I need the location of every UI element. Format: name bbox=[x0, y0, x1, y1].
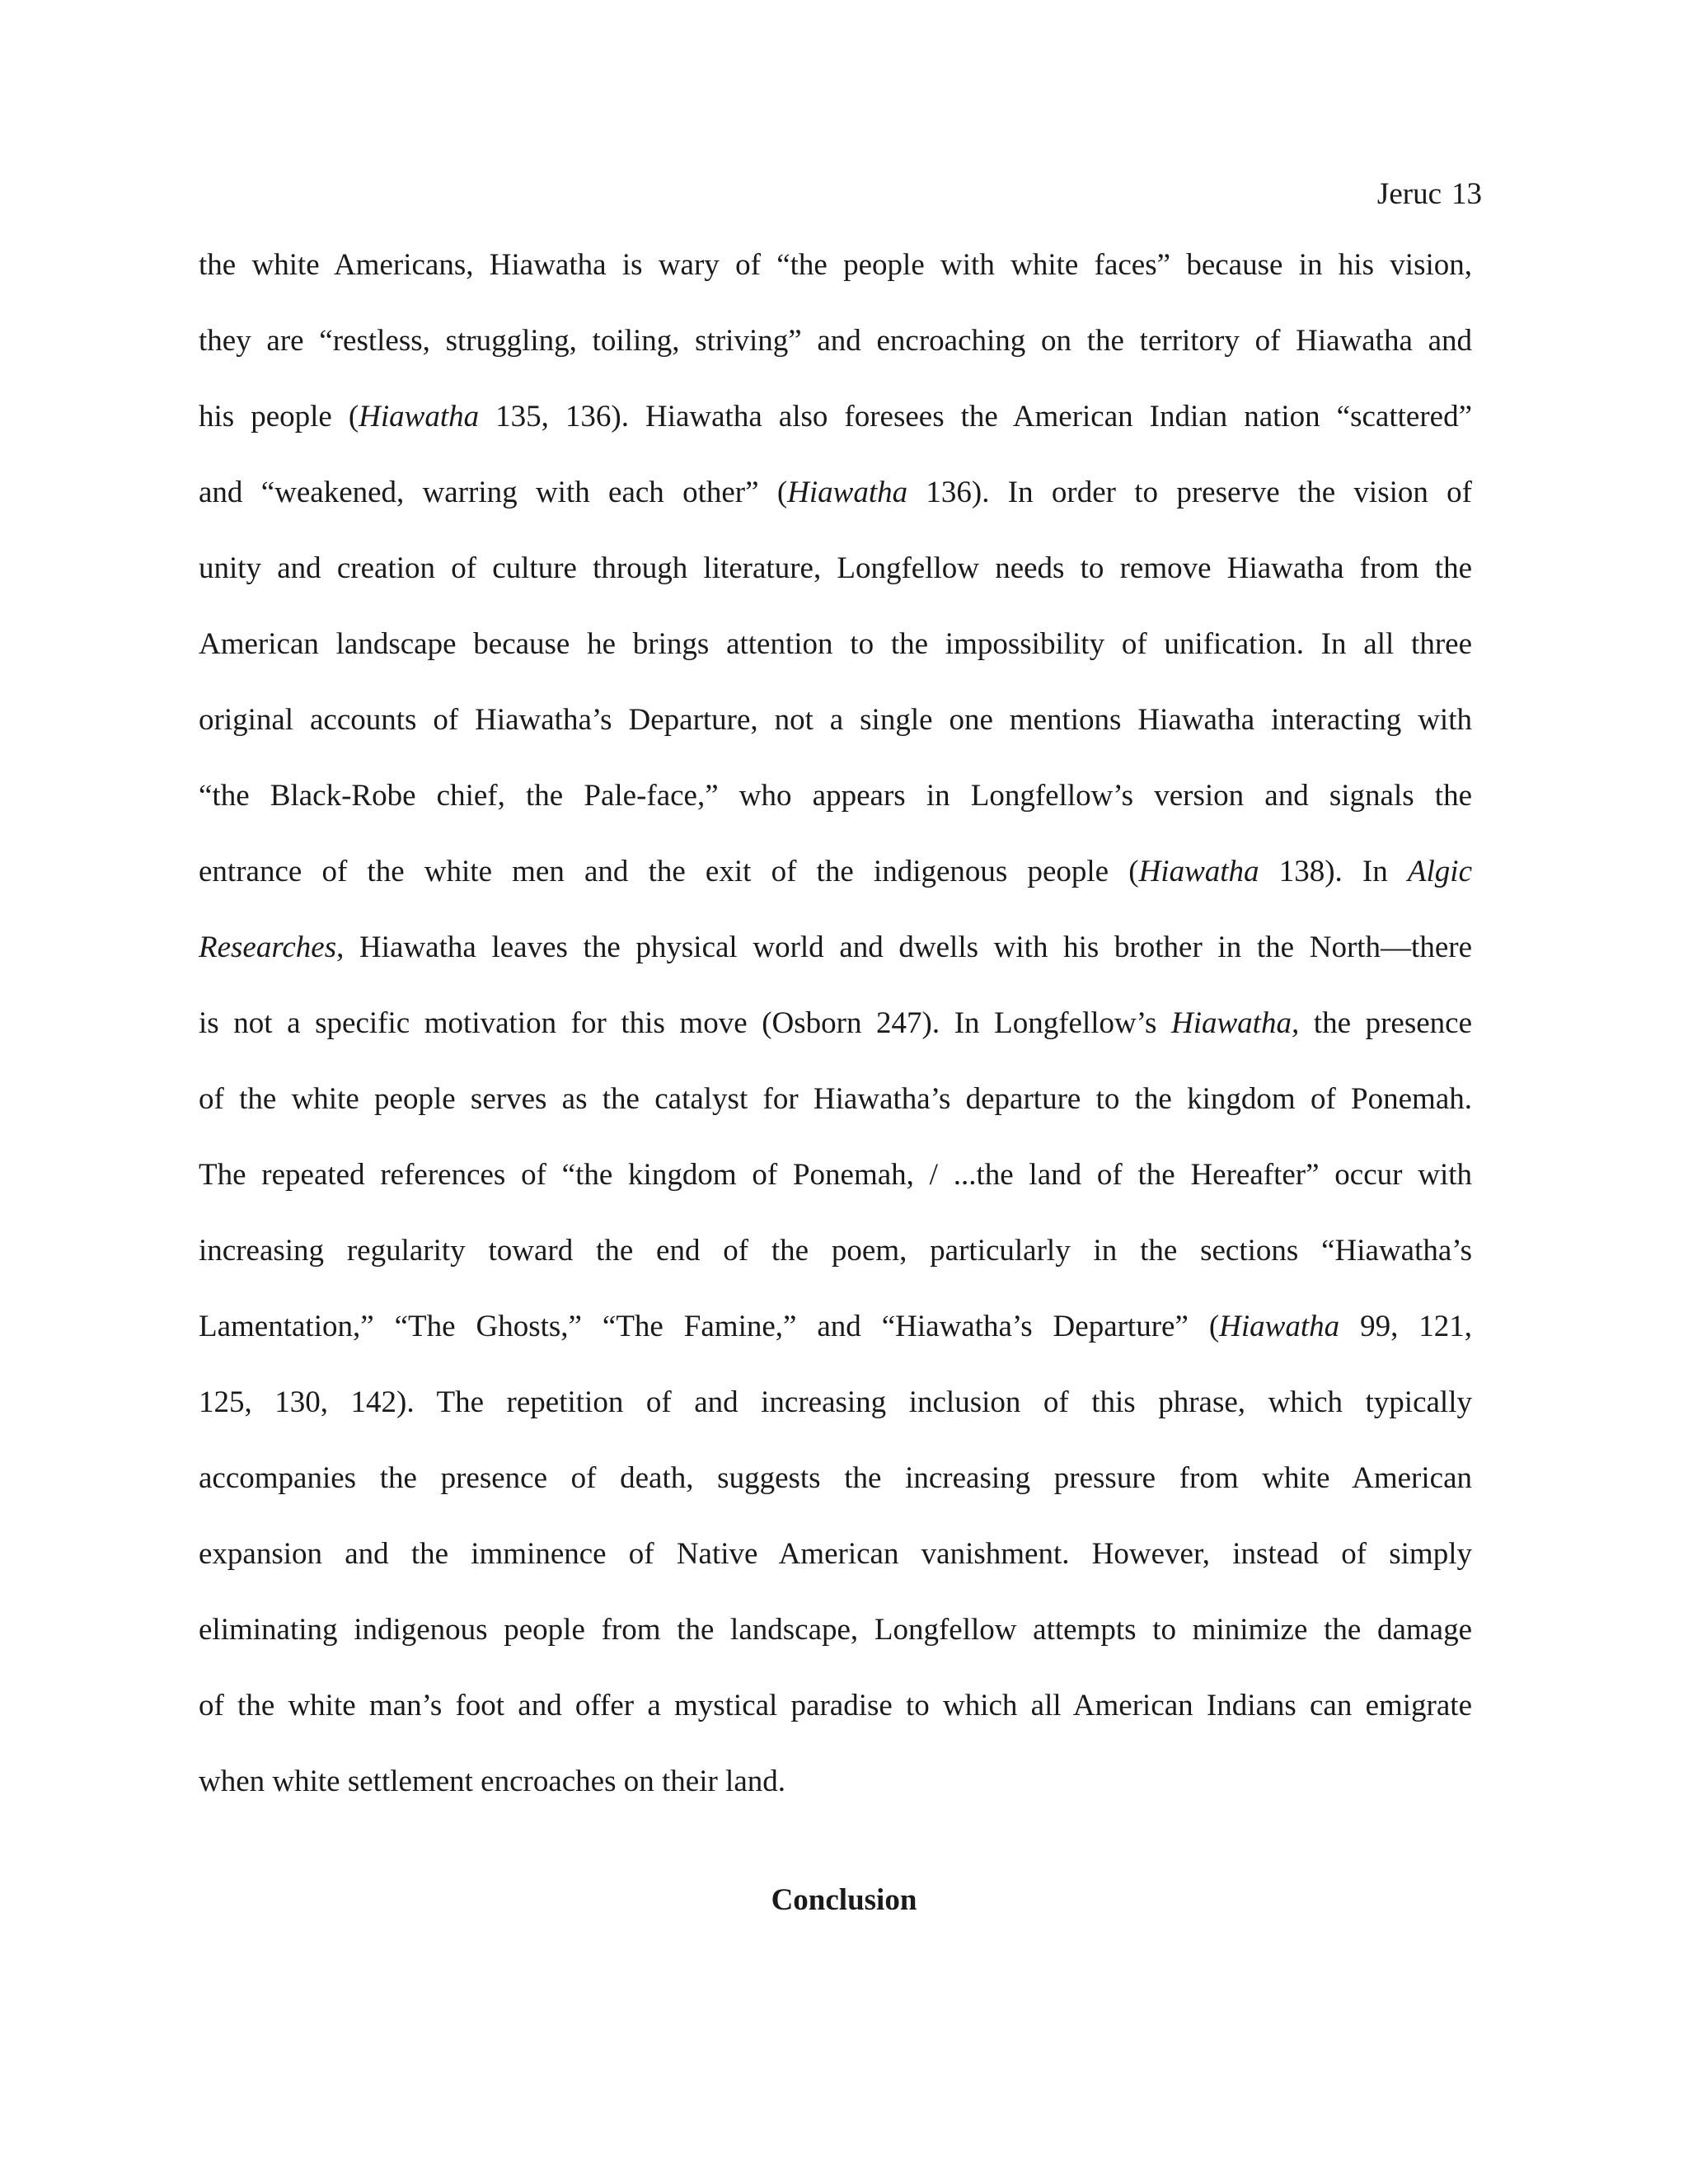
text-line-content: and “weakened, warring with each other” (Hiawatha 136). In order to preserve the vision of bbox=[199, 476, 1473, 509]
text-line bbox=[199, 1156, 1472, 1232]
italic-title: Hiawatha, bbox=[1171, 1006, 1300, 1040]
text-line-content: of the white people serves as the catalyst for Hiawatha’s departure to the kingdom of Ponemah. bbox=[199, 1082, 1472, 1116]
text-line bbox=[199, 550, 1472, 626]
header-author: Jeruc bbox=[1376, 177, 1442, 211]
body-paragraph bbox=[199, 246, 1472, 1839]
text-line-content: Researches, Hiawatha leaves the physical world and dwells with his brother in the North—there bbox=[199, 930, 1472, 964]
text-line-content: unity and creation of culture through literature, Longfellow needs to remove Hiawatha from the bbox=[199, 551, 1472, 585]
text-line bbox=[199, 626, 1472, 701]
text-line-content: they are “restless, struggling, toiling, striving” and encroaching on the territory of Hiawatha and bbox=[199, 324, 1472, 358]
text-line-content: Lamentation,” “The Ghosts,” “The Famine,” and “Hiawatha’s Departure” (Hiawatha 99, 121, bbox=[199, 1310, 1473, 1343]
text-line-content: entrance of the white men and the exit of the indigenous people (Hiawatha 138). In Algic bbox=[199, 855, 1472, 888]
text-line-content: the white Americans, Hiawatha is wary of “the people with white faces” because in his vision, bbox=[199, 248, 1472, 282]
text-line-content: increasing regularity toward the end of the poem, particularly in the sections “Hiawatha’s bbox=[199, 1234, 1472, 1268]
text-line-content: is not a specific motivation for this move (Osborn 247). In Longfellow’s Hiawatha, the presence bbox=[199, 1006, 1472, 1040]
text-line bbox=[199, 853, 1472, 929]
italic-title: Hiawatha bbox=[1138, 855, 1259, 888]
text-line bbox=[199, 322, 1472, 398]
text-line bbox=[199, 1005, 1472, 1080]
text-line-content: 125, 130, 142). The repetition of and increasing inclusion of this phrase, which typically bbox=[199, 1385, 1472, 1419]
text-line-content: original accounts of Hiawatha’s Departure, not a single one mentions Hiawatha interacting with bbox=[199, 703, 1472, 737]
italic-title: Hiawatha bbox=[359, 400, 480, 434]
text-line bbox=[199, 246, 1472, 322]
text-line-content: eliminating indigenous people from the landscape, Longfellow attempts to minimize the damage bbox=[199, 1613, 1472, 1647]
text-line bbox=[199, 398, 1472, 474]
text-line bbox=[199, 1080, 1472, 1156]
text-line bbox=[199, 1232, 1472, 1308]
italic-title: Hiawatha bbox=[787, 476, 908, 509]
text-line bbox=[199, 1535, 1472, 1611]
page-number: 13 bbox=[1451, 177, 1482, 211]
italic-title: Algic bbox=[1407, 855, 1472, 888]
text-line-content: accompanies the presence of death, suggests the increasing pressure from white American bbox=[199, 1461, 1472, 1495]
section-heading-conclusion: Conclusion bbox=[771, 1883, 917, 1917]
text-line-content: expansion and the imminence of Native American vanishment. However, instead of simply bbox=[199, 1537, 1472, 1571]
running-header bbox=[1377, 176, 1482, 213]
italic-title: Researches bbox=[199, 930, 337, 964]
text-line bbox=[199, 777, 1472, 853]
text-line-content: of the white man’s foot and offer a mystical paradise to which all American Indians can emigrate bbox=[199, 1689, 1472, 1722]
text-line-content: when white settlement encroaches on their land. bbox=[199, 1765, 785, 1798]
text-line bbox=[199, 1611, 1472, 1687]
text-line bbox=[199, 929, 1472, 1005]
text-line bbox=[199, 474, 1472, 550]
text-line-content: The repeated references of “the kingdom of Ponemah, / ...the land of the Hereafter” occur with bbox=[199, 1158, 1472, 1192]
text-line bbox=[199, 1384, 1472, 1460]
text-line bbox=[199, 1308, 1472, 1384]
text-line bbox=[199, 1460, 1472, 1535]
text-line-content: American landscape because he brings attention to the impossibility of unification. In all three bbox=[199, 627, 1472, 661]
text-line-content: his people (Hiawatha 135, 136). Hiawatha also foresees the American Indian nation “scattered” bbox=[199, 400, 1473, 434]
italic-title: Hiawatha bbox=[1219, 1310, 1340, 1343]
text-line bbox=[199, 701, 1472, 777]
text-line bbox=[199, 1763, 1472, 1839]
text-line bbox=[199, 1687, 1472, 1763]
text-line-content: “the Black-Robe chief, the Pale-face,” who appears in Longfellow’s version and signals the bbox=[199, 779, 1472, 813]
